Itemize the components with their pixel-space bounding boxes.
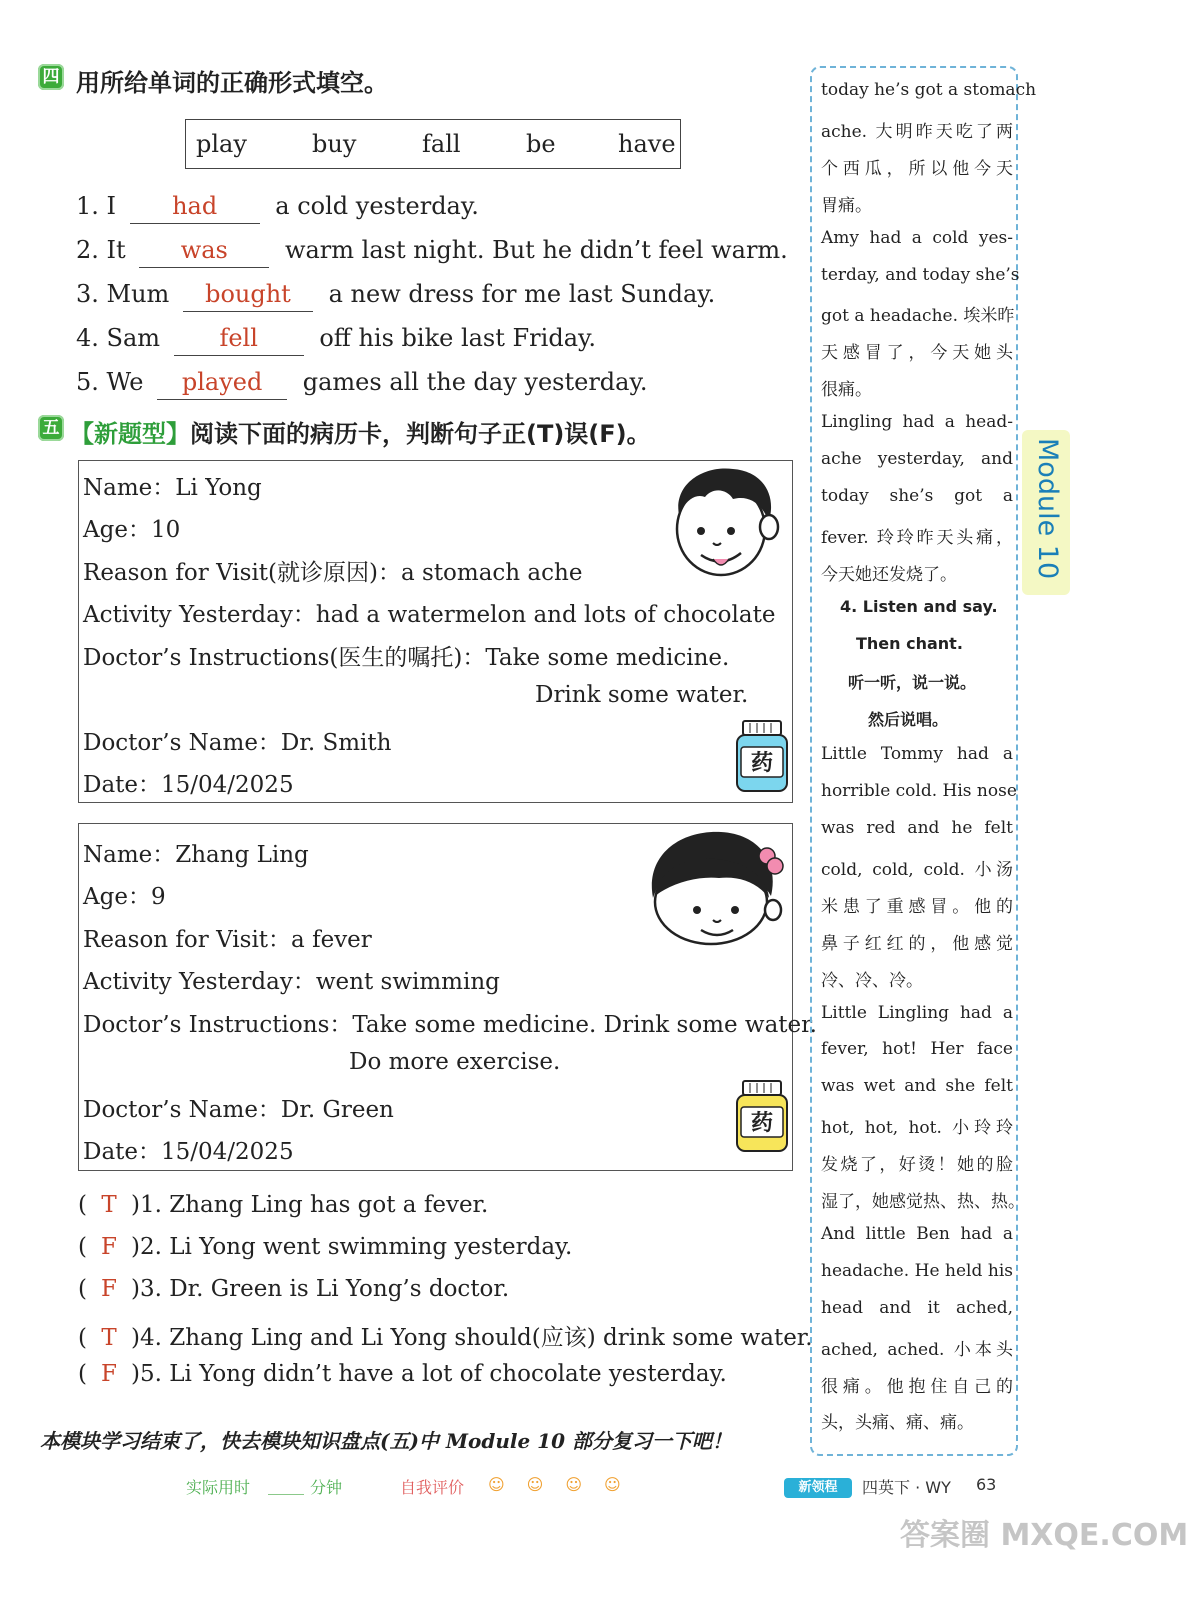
sidebar-transcript bbox=[810, 66, 1037, 1456]
sidebar-line: Lingling had a head- bbox=[821, 412, 1013, 433]
sidebar-line: got a headache. 埃米昨 bbox=[821, 306, 1015, 327]
card-reason: Reason for Visit：a fever bbox=[83, 927, 372, 953]
fill-item-prefix: 5. We bbox=[76, 368, 144, 396]
word-bank-word: have bbox=[618, 130, 676, 158]
judgement-answer: T bbox=[101, 1325, 117, 1351]
judgement-answer: F bbox=[101, 1234, 117, 1260]
medicine-jar-icon bbox=[733, 1079, 791, 1153]
answer-blank: had bbox=[130, 193, 260, 224]
judgement-text: )5. Li Yong didn’t have a lot of chocolate yesterday. bbox=[130, 1361, 727, 1387]
fill-item bbox=[76, 280, 715, 312]
sidebar-line: 听一听，说一说。 bbox=[848, 673, 977, 693]
word-bank bbox=[185, 119, 681, 169]
section-4-badge: 四 bbox=[38, 64, 64, 90]
brand-badge: 新领程 bbox=[784, 1478, 852, 1498]
sidebar-line: headache. He held his bbox=[821, 1260, 1013, 1281]
fill-item-prefix: 4. Sam bbox=[76, 324, 161, 352]
module-tab bbox=[1022, 430, 1070, 595]
page-number: 63 bbox=[976, 1475, 997, 1494]
card-doctor: Doctor’s Name：Dr. Green bbox=[83, 1097, 394, 1123]
sidebar-line: 4. Listen and say. bbox=[840, 596, 998, 616]
book-code: 四英下 · WY bbox=[862, 1478, 951, 1497]
answer-blank: fell bbox=[174, 325, 304, 356]
card-reason: Reason for Visit(就诊原因)：a stomach ache bbox=[83, 560, 583, 586]
sidebar-line: fever. 玲玲昨天头痛， bbox=[821, 527, 1013, 548]
new-question-tag: 【新题型】 bbox=[70, 420, 190, 448]
fill-item-text: off his bike last Friday. bbox=[319, 324, 596, 352]
sidebar-line: Little Lingling had a bbox=[821, 1002, 1013, 1023]
sidebar-line: today she’s got a bbox=[821, 485, 1013, 506]
fill-item bbox=[76, 368, 647, 400]
fill-item-prefix: 1. I bbox=[76, 192, 117, 220]
card-activity: Activity Yesterday：went swimming bbox=[83, 969, 500, 995]
module-tab-label: Module 10 bbox=[1032, 438, 1063, 580]
judgement-item: ( F )5. Li Yong didn’t have a lot of chocolate yesterday. bbox=[78, 1361, 727, 1387]
sidebar-line: 天感冒了，今天她头 bbox=[821, 343, 1013, 364]
sidebar-line: 鼻子红红的，他感觉 bbox=[821, 933, 1013, 954]
judgement-answer: F bbox=[101, 1361, 117, 1387]
judgement-answer: T bbox=[101, 1192, 117, 1218]
fill-item bbox=[76, 324, 596, 356]
judgement-text: )3. Dr. Green is Li Yong’s doctor. bbox=[130, 1276, 510, 1302]
sidebar-line: ache yesterday, and bbox=[821, 449, 1013, 469]
medicine-label: 药 bbox=[750, 1111, 774, 1136]
fill-item bbox=[76, 192, 479, 224]
judgement-text: )1. Zhang Ling has got a fever. bbox=[130, 1192, 489, 1218]
time-unit-label: 分钟 bbox=[310, 1478, 343, 1497]
boy-face-illustration bbox=[669, 463, 781, 581]
girl-face-illustration bbox=[639, 826, 789, 950]
sidebar-line: 今天她还发烧了。 bbox=[821, 564, 957, 585]
section-5-title bbox=[70, 414, 651, 449]
section-5-instruction: 阅读下面的病历卡，判断句子正(T)误(F)。 bbox=[190, 420, 651, 448]
sidebar-line: 发烧了，好烫！她的脸 bbox=[821, 1155, 1013, 1176]
sidebar-line: 很痛。 bbox=[821, 380, 872, 401]
card-name: Name：Zhang Ling bbox=[83, 842, 309, 868]
word-bank-word: fall bbox=[422, 130, 461, 158]
fill-item-text: games all the day yesterday. bbox=[302, 368, 648, 396]
sidebar-line: hot, hot, hot. 小玲玲 bbox=[821, 1118, 1013, 1139]
fill-item bbox=[76, 236, 788, 268]
sidebar-line: was red and he felt bbox=[821, 818, 1013, 838]
sidebar-line: head and it ached, bbox=[821, 1297, 1013, 1318]
word-bank-word: buy bbox=[312, 130, 357, 158]
fill-item-text: warm last night. But he didn’t feel warm. bbox=[284, 236, 788, 264]
card-age: Age：9 bbox=[83, 884, 166, 910]
sidebar-line: 头，头痛、痛、痛。 bbox=[821, 1413, 974, 1434]
sidebar-line: 冷、冷、冷。 bbox=[821, 970, 923, 991]
sidebar-line: 很痛。他抱住自己的 bbox=[821, 1376, 1013, 1397]
sidebar-line: 然后说唱。 bbox=[868, 710, 949, 730]
sidebar-line: Little Tommy had a bbox=[821, 744, 1013, 765]
section-5-badge: 五 bbox=[38, 415, 64, 441]
card-instructions-cont: Drink some water. bbox=[535, 682, 749, 708]
judgement-item: ( T )1. Zhang Ling has got a fever. bbox=[78, 1192, 489, 1218]
sidebar-line: today he’s got a stomach bbox=[821, 80, 1037, 100]
card-name: Name：Li Yong bbox=[83, 475, 262, 501]
medical-card-li-yong bbox=[78, 460, 793, 803]
word-bank-word: play bbox=[196, 130, 247, 158]
sidebar-line: horrible cold. His nose bbox=[821, 781, 1017, 802]
sidebar-line: cold, cold, cold. 小汤 bbox=[821, 859, 1013, 880]
card-activity: Activity Yesterday：had a watermelon and lots of chocolate bbox=[83, 602, 776, 628]
sidebar-line: Amy had a cold yes- bbox=[821, 227, 1013, 248]
fill-item-prefix: 2. It bbox=[76, 236, 126, 264]
sidebar-line: ached, ached. 小本头 bbox=[821, 1339, 1013, 1360]
sidebar-line: 个西瓜，所以他今天 bbox=[821, 158, 1013, 179]
card-instructions-cont: Do more exercise. bbox=[349, 1049, 561, 1075]
judgement-answer: F bbox=[101, 1276, 117, 1302]
card-instructions: Doctor’s Instructions：Take some medicine. Drink some water. bbox=[83, 1012, 817, 1038]
judgement-text: )2. Li Yong went swimming yesterday. bbox=[130, 1234, 573, 1260]
card-age: Age：10 bbox=[83, 517, 181, 543]
sidebar-line: And little Ben had a bbox=[821, 1223, 1013, 1244]
sidebar-line: 湿了，她感觉热、热、热。 bbox=[821, 1192, 1025, 1212]
card-doctor: Doctor’s Name：Dr. Smith bbox=[83, 730, 392, 756]
fill-item-text: a cold yesterday. bbox=[275, 192, 479, 220]
medicine-label: 药 bbox=[750, 751, 774, 776]
answer-blank: was bbox=[139, 237, 269, 268]
judgement-item: ( F )2. Li Yong went swimming yesterday. bbox=[78, 1234, 573, 1260]
self-eval-faces: ☺☺☺☺ bbox=[488, 1475, 643, 1494]
sidebar-line: fever, hot! Her face bbox=[821, 1039, 1013, 1060]
fill-item-prefix: 3. Mum bbox=[76, 280, 170, 308]
answer-blank: played bbox=[157, 369, 287, 400]
medicine-jar-icon bbox=[733, 719, 791, 793]
sidebar-line: 胃痛。 bbox=[821, 195, 872, 216]
sidebar-line: was wet and she felt bbox=[821, 1076, 1013, 1097]
medical-card-zhang-ling bbox=[78, 823, 817, 1171]
fill-item-text: a new dress for me last Sunday. bbox=[328, 280, 716, 308]
review-reminder: 本模块学习结束了，快去模块知识盘点(五)中 Module 10 部分复习一下吧！ bbox=[40, 1429, 732, 1453]
card-date: Date：15/04/2025 bbox=[83, 1139, 294, 1165]
sidebar-line: Then chant. bbox=[856, 633, 963, 653]
judgement-item: ( F )3. Dr. Green is Li Yong’s doctor. bbox=[78, 1276, 510, 1302]
sidebar-line: 米患了重感冒。他的 bbox=[821, 896, 1013, 917]
self-eval-label: 自我评价 bbox=[400, 1478, 465, 1497]
word-bank-word: be bbox=[526, 130, 556, 158]
section-4-title: 用所给单词的正确形式填空。 bbox=[76, 69, 388, 97]
answer-blank: bought bbox=[183, 281, 313, 312]
judgement-item: ( T )4. Zhang Ling and Li Yong should(应该) drink some water. bbox=[78, 1325, 813, 1351]
watermark: 答案圈 MXQE.COM bbox=[900, 1518, 1188, 1553]
judgement-text: )4. Zhang Ling and Li Yong should(应该) drink some water. bbox=[130, 1325, 813, 1351]
time-used-label: 实际用时 bbox=[186, 1478, 251, 1497]
time-blank bbox=[268, 1494, 304, 1495]
card-date: Date：15/04/2025 bbox=[83, 772, 294, 798]
sidebar-line: terday, and today she’s bbox=[821, 264, 1020, 285]
card-instructions: Doctor’s Instructions(医生的嘱托)：Take some medicine. bbox=[83, 645, 730, 671]
sidebar-line: ache. 大明昨天吃了两 bbox=[821, 121, 1013, 142]
